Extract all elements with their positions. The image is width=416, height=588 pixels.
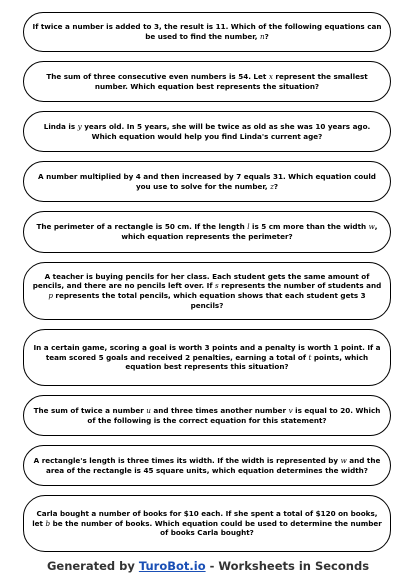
question-text: A teacher is buying pencils for her class. Each student gets the same amount of pencils, and there are no pencils left over. If s represents the number of students and p represents the total pencils, which equation shows that each student gets 3 pencils?	[32, 271, 382, 310]
question-card	[23, 329, 391, 386]
question-text: Linda is y years old. In 5 years, she will be twice as old as she was 10 years ago. Which equation would help you find Linda's current age?	[43, 121, 371, 141]
question-card	[23, 495, 391, 552]
question-text: If twice a number is added to 3, the result is 11. Which of the following equations can be used to find the number, n?	[32, 22, 382, 41]
question-text: Carla bought a number of books for $10 each. If she spent a total of $120 on books, let b be the number of books. Which equation could be used to determine the number of books Carla bought?	[32, 508, 382, 538]
footer	[0, 559, 416, 573]
footer-suffix: - Worksheets in Seconds	[205, 559, 370, 573]
question-text: A rectangle's length is three times its width. If the width is represented by w and the area of the rectangle is 45 square units, which equation determines the width?	[33, 455, 381, 475]
question-card	[23, 395, 391, 436]
question-card	[23, 111, 391, 152]
question-card	[23, 12, 391, 52]
turobot-link[interactable]: TuroBot.io	[138, 559, 206, 573]
question-card	[23, 161, 391, 202]
question-text: A number multiplied by 4 and then increased by 7 equals 31. Which equation could you use to solve for the number, z?	[38, 171, 376, 191]
question-card	[23, 211, 391, 253]
question-card	[23, 61, 391, 102]
question-text: In a certain game, scoring a goal is worth 3 points and a penalty is worth 1 point. If a team scored 5 goals and received 2 penalties, earning a total of t points, which equation best represents this situation?	[33, 342, 381, 372]
question-text: The sum of three consecutive even numbers is 54. Let x represent the smallest number. Which equation best represents the situation?	[46, 71, 368, 91]
question-text: The perimeter of a rectangle is 50 cm. If the length l is 5 cm more than the width w, which equation represents the perimeter?	[36, 222, 378, 241]
footer-prefix: Generated by	[46, 559, 139, 573]
worksheet	[23, 12, 391, 552]
question-card	[23, 445, 391, 486]
question-text: The sum of twice a number u and three times another number v is equal to 20. Which of the following is the correct equation for this statement?	[33, 405, 381, 425]
question-card	[23, 262, 391, 320]
